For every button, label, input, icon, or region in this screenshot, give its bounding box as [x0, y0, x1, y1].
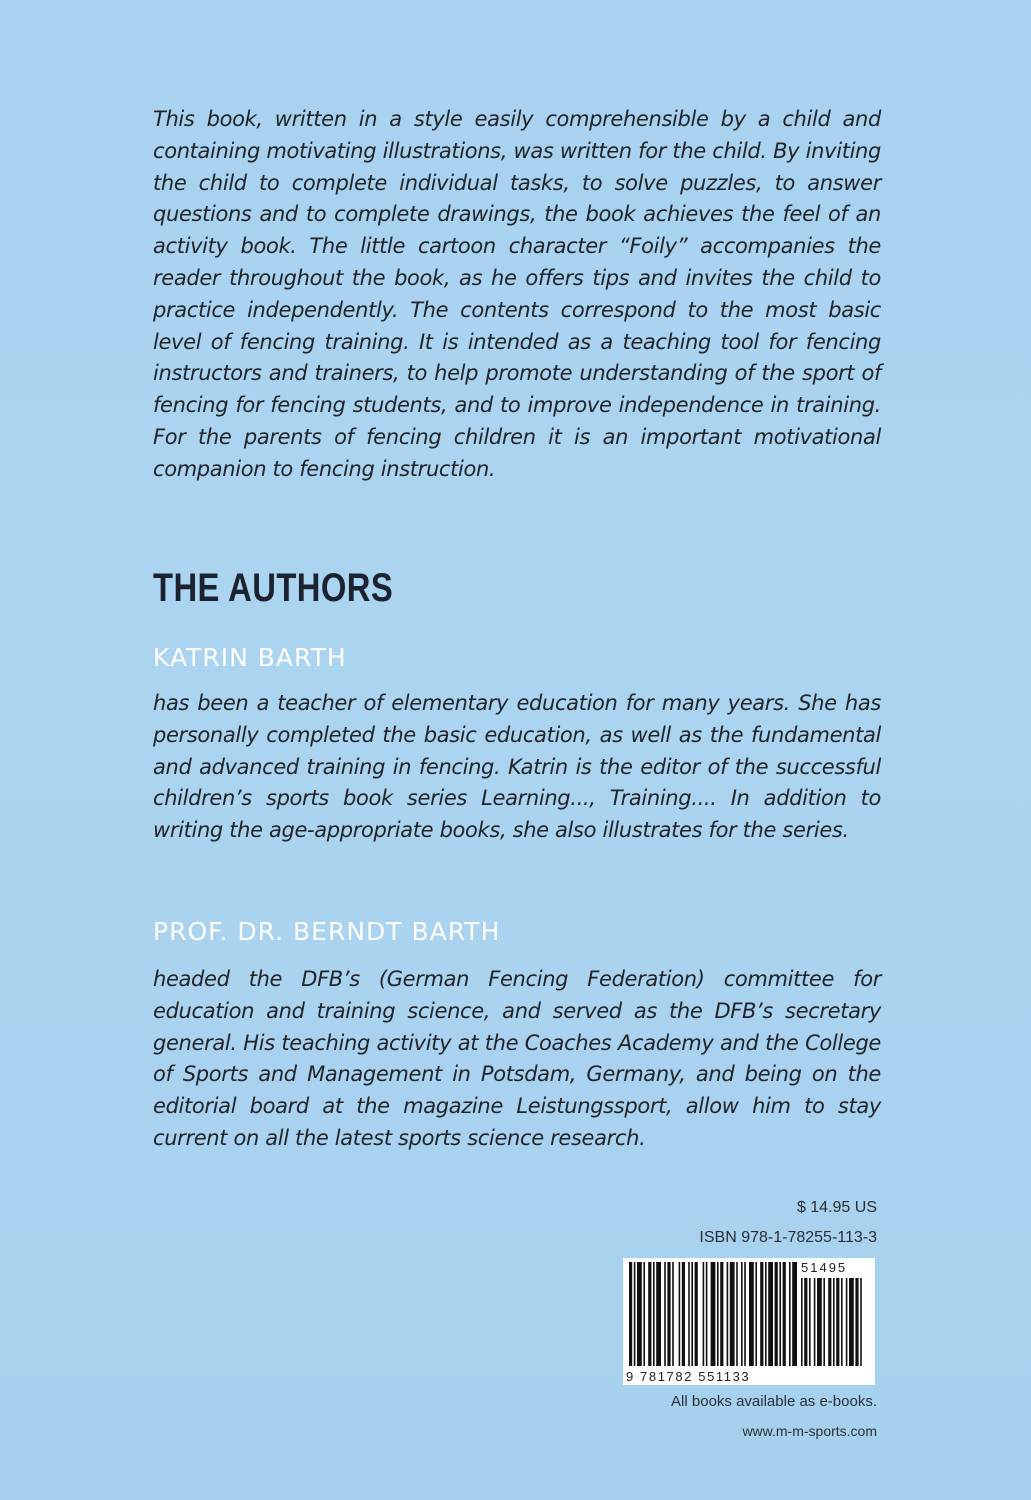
barcode-bar: [789, 1262, 791, 1366]
barcode-bar: [744, 1262, 746, 1366]
barcode-bar: [706, 1262, 708, 1366]
barcode-bar: [695, 1262, 698, 1366]
book-description: This book, written in a style easily comprehensible by a child and containing motivating illustrations, was written for the child. By inviting the child to complete individual tasks, to solve puzzles, to answer questions and to complete drawings, the book achieves the feel of an activity book. The little cartoon character “Foily” accompanies the reader throughout the book, as he offers tips and invites the child to practice independently. The contents correspond to the most basic level of fencing training. It is intended as a teaching tool for fencing instructors and trainers, to help promote understanding of the sport of fencing for fencing students, and to improve independence in training. For the parents of fencing children it is an important motivational companion to fencing instruction.: [153, 107, 881, 481]
barcode-addon-bar: [849, 1278, 854, 1366]
barcode-bar: [736, 1262, 738, 1366]
barcode-addon-bar: [841, 1278, 843, 1366]
publisher-website: www.m-m-sports.com: [742, 1423, 877, 1439]
barcode-bar: [664, 1262, 666, 1366]
author-name-berndt-barth: PROF. DR. BERNDT BARTH: [153, 917, 501, 946]
barcode-addon-bar: [814, 1278, 816, 1366]
author-name-katrin-barth: KATRIN BARTH: [153, 643, 347, 672]
barcode-graphic: [623, 1258, 875, 1385]
barcode-bar: [691, 1262, 693, 1366]
barcode-addon-bar: [860, 1278, 862, 1366]
barcode-bar: [643, 1262, 645, 1366]
barcode-bar: [765, 1262, 767, 1366]
barcode-bar: [717, 1262, 719, 1366]
isbn-label: ISBN 978-1-78255-113-3: [699, 1229, 877, 1246]
barcode-bar: [672, 1262, 674, 1366]
barcode-bar: [779, 1262, 781, 1366]
barcode-bar: [653, 1262, 655, 1366]
barcode-ean-digits: 9 781782 551133: [626, 1369, 751, 1384]
barcode-bar: [679, 1262, 681, 1366]
author-bio-berndt-barth: headed the DFB’s (German Fencing Federation) committee for education and training science, and served as the DFB’s secretary general. His teaching activity at the Coaches Academy and the College of Sports and Management in Potsdam, Germany, and being on the editorial board at the magazine Leistungssport, allow him to stay current on all the latest sports science research.: [153, 967, 881, 1150]
barcode-addon-bar: [828, 1278, 831, 1366]
barcode-bar: [703, 1262, 705, 1366]
barcode-bar: [637, 1262, 642, 1366]
author-bio-katrin-barth: has been a teacher of elementary education for many years. She has personally completed the basic education, as well as the fundamental and advanced training in fencing. Katrin is the editor of the successful children’s sports book series Learning..., Training.... In addition to writing the age-appropriate books, she also illustrates for the series.: [153, 691, 881, 843]
barcode-addon-bar: [833, 1278, 835, 1366]
barcode-bar: [727, 1262, 729, 1366]
barcode-bar: [775, 1262, 778, 1366]
barcode-bar: [682, 1262, 685, 1366]
barcode-bar: [629, 1262, 632, 1366]
barcode-bar: [711, 1262, 716, 1366]
barcode-bar: [768, 1262, 773, 1366]
barcode-bar: [648, 1262, 651, 1366]
barcode-bar: [783, 1262, 786, 1366]
authors-heading: THE AUTHORS: [153, 566, 394, 610]
barcode-bar: [730, 1262, 735, 1366]
barcode-addon-bar: [801, 1278, 803, 1366]
barcode-addon-bar: [855, 1278, 858, 1366]
barcode-bar: [667, 1262, 670, 1366]
barcode-addon-bar: [817, 1278, 822, 1366]
isbn-barcode: [623, 1258, 875, 1385]
barcode-addon-bar: [823, 1278, 825, 1366]
barcode-addon-bar: [809, 1278, 811, 1366]
ebooks-note: All books available as e-books.: [671, 1393, 877, 1410]
barcode-bar: [755, 1262, 757, 1366]
barcode-addon-bar: [804, 1278, 807, 1366]
barcode-bar: [792, 1262, 797, 1366]
barcode-bar: [688, 1262, 690, 1366]
barcode-bar: [634, 1262, 636, 1366]
barcode-bar: [656, 1262, 661, 1366]
barcode-addon-bar: [836, 1278, 839, 1366]
barcode-bar: [760, 1262, 763, 1366]
barcode-bar: [741, 1262, 743, 1366]
barcode-addon-bar: [846, 1278, 848, 1366]
barcode-bar: [720, 1262, 723, 1366]
barcode-price-digits: 51495: [801, 1260, 848, 1275]
price-label: $ 14.95 US: [796, 1199, 877, 1216]
barcode-bar: [749, 1262, 754, 1366]
